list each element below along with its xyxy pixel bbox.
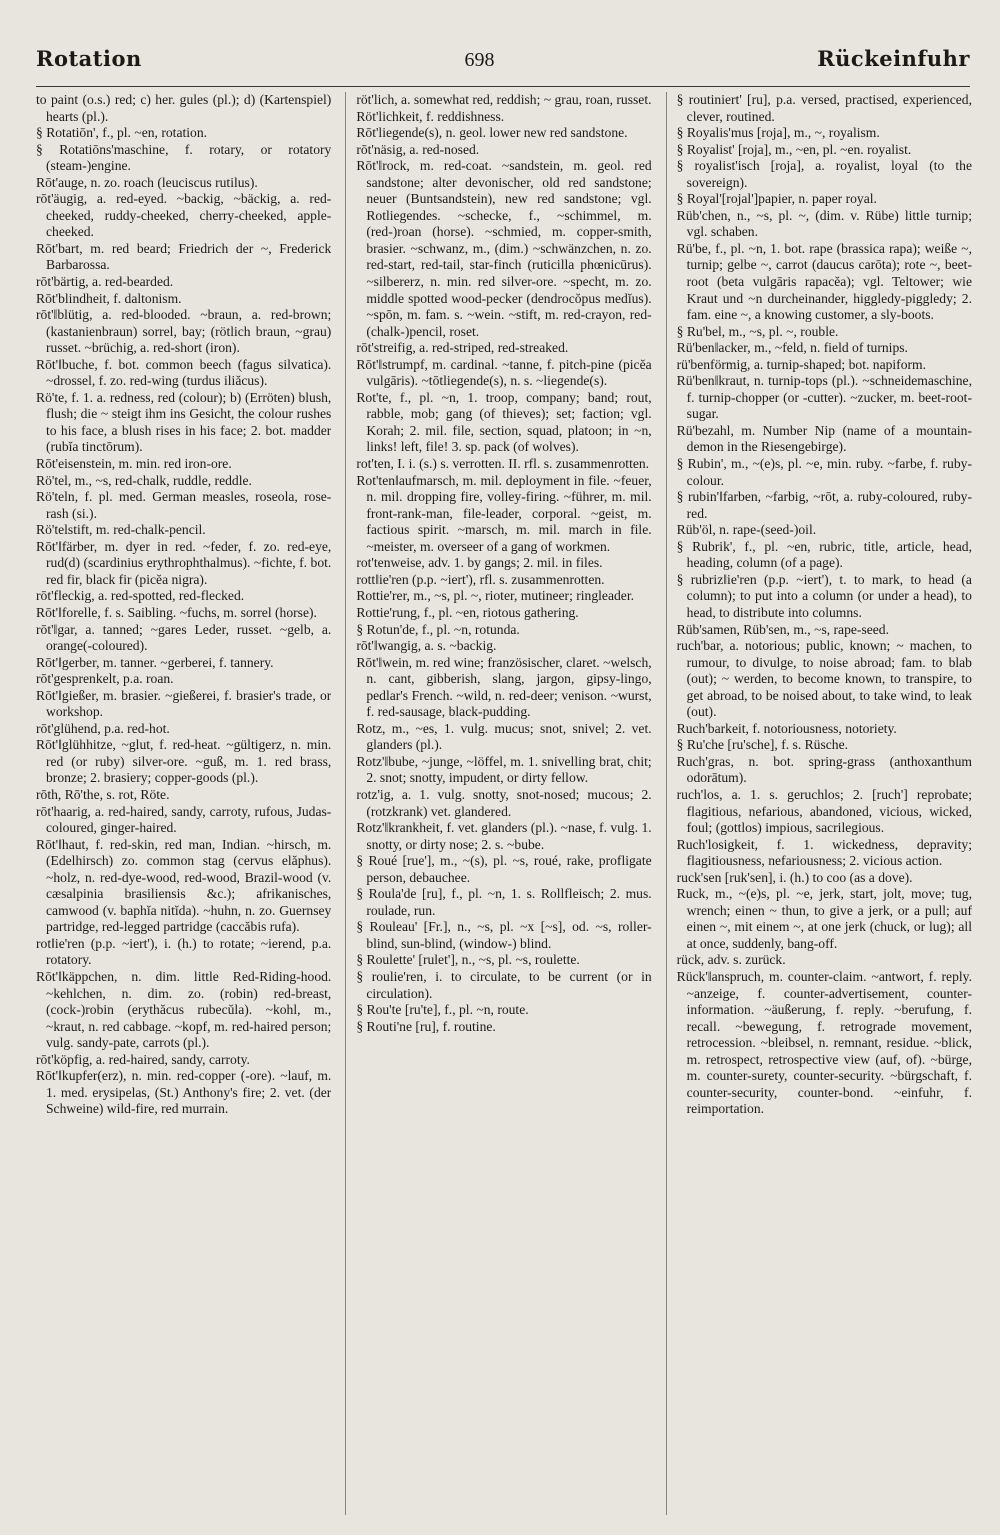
dictionary-entry: § Rou'te [ru'te], f., pl. ~n, route.	[356, 1002, 529, 1018]
dictionary-entry: Rōt'‖gießer, m. brasier. ~gießerei, f. brasier's trade, or workshop.	[36, 687, 332, 720]
column-left	[36, 92, 331, 1515]
dictionary-entry: rōt'‖blütig, a. red-blooded. ~braun, a. red-brown; (kastanienbraun) sorrel, bay; (rötlich braun, ~grau) russet. ~brüchig, a. red-short (iron).	[36, 307, 332, 356]
dictionary-entry: § Rotatiōn', f., pl. ~en, rotation.	[36, 125, 208, 141]
dictionary-entry: rōt'näsig, a. red-nosed.	[356, 141, 480, 157]
running-head-left: Rotation	[36, 46, 142, 71]
dictionary-entry: Rōt'‖haut, f. red-skin, red man, Indian. ~hirsch, m. (Edelhirsch) zo. common stag (cervus elăphus). ~holz, n. red-dye-wood, red-wood, Brazil-wood (v. cæsalpinia brasiliensis &c.); afrikanisches, camwood (v. baphĭa nitĭda). ~huhn, n. zo. Guernsey partridge, red-legged partridge (caccăbis rufa).	[36, 836, 332, 935]
column-right	[666, 92, 972, 1515]
dictionary-entry: rott‖ie'ren (p.p. ~iert'), rfl. s. zusammenrotten.	[356, 571, 605, 587]
dictionary-entry: § Royalis'mus [roja], m., ~, royalism.	[676, 125, 880, 141]
dictionary-entry: rōt'‖gar, a. tanned; ~gares Leder, russet. ~gelb, a. orange(-coloured).	[36, 621, 332, 654]
dictionary-entry: Rōt'‖buche, f. bot. common beech (fagus silvatica). ~drossel, f. zo. red-wing (turdus iliăcus).	[36, 356, 332, 389]
dictionary-entry: Rü'be, f., pl. ~n, 1. bot. rape (brassica rapa); weiße ~, turnip; gelbe ~, carrot (daucus carōta); rote ~, beet-root (beta vulgāris rapacĕa); vgl. Teltower; wie Kraut und ~n durcheinander, higgledy-piggledy; 2. fam. eine ~, a knowing customer, a sly-boots.	[676, 240, 972, 323]
dictionary-entry: Rüb'samen, Rüb'sen, m., ~s, rape-seed.	[676, 621, 889, 637]
dictionary-entry: Rotz'‖krankheit, f. vet. glanders (pl.). ~nase, f. vulg. 1. snotty, or dirty nose; 2. s. ~bube.	[356, 820, 652, 852]
dictionary-entry: rotz'ig, a. 1. vulg. snotty, snot-nosed; mucous; 2. (rotzkrank) vet. glandered.	[356, 786, 652, 819]
dictionary-entry: Rōt'‖wein, m. red wine; französischer, claret. ~welsch, n. cant, gibberish, slang, jargon, gipsy-lingo, pedlar's French. ~wild, n. red-deer; venison. ~wurst, f. red-sausage, black-pudding.	[356, 654, 652, 720]
dictionary-entry: § Royal'[rojal']papier, n. paper royal.	[676, 191, 877, 207]
dictionary-entry: Rot'te, f., pl. ~n, 1. troop, company; band; rout, rabble, mob; gang (of thieves); set; faction; vgl. Korah; 2. mil. file, section, squad, platoon; in ~n, links! left, file! 3. sp. pack (of wolves).	[356, 389, 652, 455]
dictionary-entry: Ruch'losigkeit, f. 1. wickedness, depravity; flagitiousness, nefariousness; 2. vicious action.	[676, 836, 972, 869]
dictionary-entry: rōt'fleckig, a. red-spotted, red-flecked.	[36, 588, 245, 604]
page-number: 698	[464, 49, 495, 71]
dictionary-entry: Rotz'‖bube, ~junge, ~löffel, m. 1. snivelling brat, chit; 2. snot; snotty, impudent, or dirty fellow.	[356, 753, 652, 786]
dictionary-entry: Rüb'öl, n. rape-(seed-)oil.	[676, 522, 817, 538]
dictionary-entry: rōt'haarig, a. red-haired, sandy, carroty, rufous, Judas-coloured, ginger-haired.	[36, 803, 332, 836]
dictionary-entry: Rö'teln, f. pl. med. German measles, roseola, rose-rash (si.).	[36, 489, 332, 521]
dictionary-entry: Rōt'blindheit, f. daltonism.	[36, 290, 182, 306]
dictionary-entry: § Ru'bel, m., ~s, pl. ~, rouble.	[676, 323, 839, 339]
dictionary-entry: Rottie'rung, f., pl. ~en, riotous gathering.	[356, 604, 579, 620]
dictionary-entry: Ruch'barkeit, f. notoriousness, notoriety.	[676, 720, 897, 736]
dictionary-entry: § Roula'de [ru], f., pl. ~n, 1. s. Rollfleisch; 2. mus. roulade, run.	[356, 886, 652, 918]
dictionary-entry: § Rouleau' [Fr.], n., ~s, pl. ~x [~s], od. ~s, roller-blind, sun-blind, (window-) blind.	[356, 919, 652, 951]
dictionary-entry: rōt'glühend, p.a. red-hot.	[36, 720, 170, 736]
dictionary-entry: ruch'bar, a. notorious; public, known; ~ machen, to rumour, to divulge, to noise abroad; fam. to blab (out); ~ werden, to become known, to transpire, to get abroad, to be noised about, to take wind, to leak (out).	[676, 638, 972, 720]
dictionary-entry: röt'lich, a. somewhat red, reddish; ~ grau, roan, russet.	[356, 92, 652, 107]
dictionary-entry: § Roulette' [rulet'], n., ~s, pl. ~s, roulette.	[356, 952, 580, 968]
dictionary-entry: rōt'streifig, a. red-striped, red-streaked.	[356, 340, 569, 356]
dictionary-entry: Rück'‖anspruch, m. counter-claim. ~antwort, f. reply. ~anzeige, f. counter-advertisement, counter-information. ~äußerung, f. reply. ~berufung, f. recall. ~bewegung, f. retrograde movement, retrocession. ~bleibsel, n. remnant, residue. ~blick, m. retrospect, retrospective view (auf, of). ~bürge, m. counter-surety, counter-security. ~bürgschaft, f. counter-security, counter-bond. ~einfuhr, f. reimportation.	[676, 968, 972, 1117]
page-header	[36, 46, 970, 87]
dictionary-entry: Rottie'rer, m., ~s, pl. ~, rioter, mutineer; ringleader.	[356, 588, 635, 604]
dictionary-entry: § rubin'‖farben, ~farbig, ~rōt, a. ruby-coloured, ruby-red.	[676, 489, 972, 521]
dictionary-entry: § Ru'che [ru'sche], f. s. Rüsche.	[676, 737, 849, 753]
dictionary-entry: rü'benförmig, a. turnip-shaped; bot. napiform.	[676, 356, 926, 372]
dictionary-entry: Rōt'eisenstein, m. min. red iron-ore.	[36, 456, 232, 472]
dictionary-entry: Rōt'‖gerber, m. tanner. ~gerberei, f. tannery.	[36, 654, 274, 670]
dictionary-entry: Rot'ten‖aufmarsch, m. mil. deployment in file. ~feuer, n. mil. dropping fire, volley-firing. ~führer, m. mil. front-rank-man, file-leader, corporal. ~geist, m. factious spirit. ~marsch, m. mil. march in file. ~meister, m. overseer of a gang of workmen.	[356, 472, 652, 554]
dictionary-entry: Rōt'‖forelle, f. s. Saibling. ~fuchs, m. sorrel (horse).	[36, 604, 317, 620]
dictionary-entry: § Routi'ne [ru], f. routine.	[356, 1018, 496, 1034]
dictionary-entry: Rōt'‖glühhitze, ~glut, f. red-heat. ~gültigerz, n. min. red (or ruby) silver-ore. ~guß, m. 1. red brass, bronze; 2. brasiery; copper-goods (pl.).	[36, 737, 332, 786]
dictionary-entry: rot'ten, I. i. (s.) s. verrotten. II. rfl. s. zusammenrotten.	[356, 456, 650, 472]
dictionary-entry: Rü'bezahl, m. Number Nip (name of a mountain-demon in the Riesengebirge).	[676, 422, 972, 455]
dictionary-entry: Rōt'‖käppchen, n. dim. little Red-Riding-hood. ~kehlchen, n. dim. zo. (robin) red-breast, (cock-)robin (erythăcus rubecŭla). ~kohl, m., ~kraut, n. red cabbage. ~kopf, m. red-haired person; vulg. sandy-pate, carrots (pl.).	[36, 968, 332, 1051]
column-middle	[345, 92, 651, 1515]
dictionary-entry: ruck'sen [ruk'sen], i. (h.) to coo (as a dove).	[676, 869, 913, 885]
dictionary-entry: rot'tenweise, adv. 1. by gangs; 2. mil. in files.	[356, 555, 603, 571]
dictionary-entry: rōt'köpfig, a. red-haired, sandy, carroty.	[36, 1051, 250, 1067]
dictionary-entry: § Rotatiōns'maschine, f. rotary, or rotatory (steam-)engine.	[36, 141, 332, 174]
dictionary-entry: Rōt'‖kupfer(erz), n. min. red-copper (-ore). ~lauf, m. 1. med. erysipelas, (St.) Anthony's fire; 2. vet. (der Schweine) wild-fire, red murrain.	[36, 1068, 332, 1117]
dictionary-entry: Rōt'‖rock, m. red-coat. ~sandstein, m. geol. red sandstone; alter devonischer, old red sandstone; neuer (Buntsandstein), new red sandstone; vgl. Rotliegendes. ~schecke, f., ~schimmel, m. (red-)roan (horse). ~schmied, m. copper-smith, brasier. ~schwanz, m., (dim.) ~schwänzchen, n. zo. red-start, red-tail, star-finch (ruticilla phœnicūrus). ~silbererz, n. min. red silver-ore. ~specht, m. zo. middle spotted wood-pecker (dendrocŏpus medĭus). ~spōn, m. fam. s. ~wein. ~stift, m. red-crayon, red-(chalk-)pencil, roset.	[356, 158, 652, 339]
dictionary-entry: rot‖ie'ren (p.p. ~iert'), i. (h.) to rotate; ~ierend, p.a. rotatory.	[36, 935, 332, 968]
dictionary-entry: rōt'‖wangig, a. s. ~backig.	[356, 638, 497, 654]
dictionary-entry: Rö'te, f. 1. a. redness, red (colour); b) (Erröten) blush, flush; die ~ steigt ihm ins Gesicht, the colour rushes to his face, a blush rises in his face; 2. bot. madder (rubĭa tinctōrum).	[36, 389, 332, 455]
dictionary-entry: Rüb'chen, n., ~s, pl. ~, (dim. v. Rübe) little turnip; vgl. schaben.	[676, 207, 972, 240]
dictionary-entry: § Rotun'de, f., pl. ~n, rotunda.	[356, 621, 520, 637]
dictionary-entry: rōt'gesprenkelt, p.a. roan.	[36, 671, 174, 687]
dictionary-entry: § Rubrik', f., pl. ~en, rubric, title, article, head, heading, column (of a page).	[676, 538, 972, 571]
dictionary-entry: Rōt'‖strumpf, m. cardinal. ~tanne, f. pitch-pine (picĕa vulgāris). ~tōtliegende(s), n. s. ~liegende(s).	[356, 356, 652, 389]
running-head-right: Rückeinfuhr	[817, 46, 970, 71]
dictionary-entry: Ruck, m., ~(e)s, pl. ~e, jerk, start, jolt, move; tug, wrench; einen ~ thun, to give a jerk, or a pull; auf einen ~, mit einem ~, at one jerk (chuck, or lug); all at once, suddenly, bang-off.	[676, 886, 972, 951]
dictionary-entry: rück, adv. s. zurück.	[676, 952, 786, 968]
dictionary-entry: § routiniert' [ru], p.a. versed, practised, experienced, clever, routined.	[676, 92, 972, 124]
dictionary-entry: Röt'lichkeit, f. reddishness.	[356, 108, 505, 124]
dictionary-entry: Rōt'‖färber, m. dyer in red. ~feder, f. zo. red-eye, rud(d) (scardinius erythrophthalmus). ~fichte, f. bot. red fir, black fir (picĕa nigra).	[36, 538, 332, 587]
dictionary-entry: rōt'bärtig, a. red-bearded.	[36, 274, 174, 290]
dictionary-entry: Rōt'auge, n. zo. roach (leuciscus rutilus).	[36, 174, 258, 190]
dictionary-entry: Rotz, m., ~es, 1. vulg. mucus; snot, snivel; 2. vet. glanders (pl.).	[356, 720, 652, 753]
dictionary-entry: to paint (o.s.) red; c) her. gules (pl.); d) (Kartenspiel) hearts (pl.).	[36, 92, 332, 124]
dictionary-entry: Rōt'liegende(s), n. geol. lower new red sandstone.	[356, 125, 628, 141]
dictionary-entry: rōth, Rō'the, s. rot, Röte.	[36, 786, 170, 802]
dictionary-entry: Rö'telstift, m. red-chalk-pencil.	[36, 522, 206, 538]
dictionary-entry: rōt'äugig, a. red-eyed. ~backig, ~bäckig, a. red-cheeked, ruddy-cheeked, cherry-cheeked, apple-cheeked.	[36, 191, 332, 240]
dictionary-entry: § Roué [rue'], m., ~(s), pl. ~s, roué, rake, profligate person, debauchee.	[356, 853, 652, 885]
dictionary-entry: Rōt'bart, m. red beard; Friedrich der ~, Frederick Barbarossa.	[36, 240, 332, 273]
dictionary-entry: § Royalist' [roja], m., ~en, pl. ~en. royalist.	[676, 141, 912, 157]
dictionary-entry: ruch'los, a. 1. s. geruchlos; 2. [ruch'] reprobate; flagitious, nefarious, abandoned, vicious, wicked, foul; (gottlos) impious, sacrilegious.	[676, 786, 972, 836]
dictionary-entry: § roulie'ren, i. to circulate, to be current (or in circulation).	[356, 968, 652, 1001]
dictionary-entry: § royalist'isch [roja], a. royalist, loyal (to the sovereign).	[676, 158, 972, 190]
dictionary-entry: Ruch'gras, n. bot. spring-grass (anthoxanthum odorātum).	[676, 753, 972, 786]
dictionary-entry: Rö'tel, m., ~s, red-chalk, ruddle, reddle.	[36, 472, 252, 488]
dictionary-entry: § Rubin', m., ~(e)s, pl. ~e, min. ruby. ~farbe, f. ruby-colour.	[676, 456, 972, 488]
dictionary-entry: Rü'ben‖acker, m., ~feld, n. field of turnips.	[676, 340, 908, 356]
text-columns	[36, 92, 972, 1515]
dictionary-entry: § rubriz‖ie'ren (p.p. ~iert'), t. to mark, to head (a column); to put into a column (or under a head), to head, to distribute into columns.	[676, 571, 972, 620]
dictionary-entry: Rü'ben‖kraut, n. turnip-tops (pl.). ~schneidemaschine, f. turnip-chopper (or -cutter). ~zucker, m. beet-root-sugar.	[676, 373, 972, 422]
